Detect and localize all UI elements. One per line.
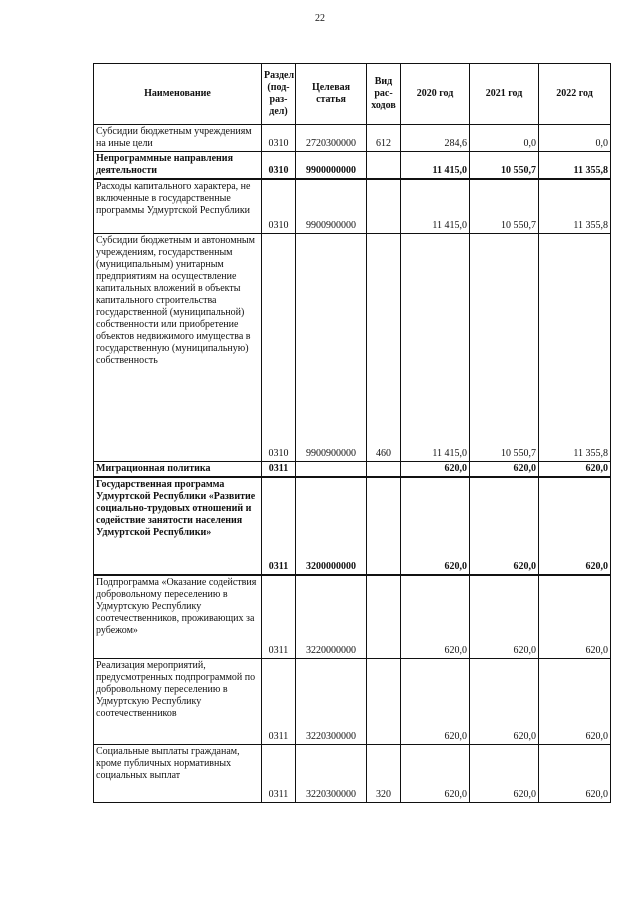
row-section: 0311 [262,461,296,477]
row-expense [367,477,401,575]
row-target [296,461,367,477]
header-2021: 2021 год [470,64,539,125]
row-2022: 0,0 [539,125,611,152]
header-2022: 2022 год [539,64,611,125]
row-target: 3220300000 [296,745,367,803]
row-section: 0310 [262,125,296,152]
row-2021: 10 550,7 [470,152,539,180]
row-expense [367,461,401,477]
row-name: Реализация мероприятий, предусмотренных подпрограммой по добровольному переселению в Удмуртскую Республику соотечественников [94,659,262,745]
row-expense [367,152,401,180]
table-row [94,233,611,461]
row-expense: 460 [367,233,401,461]
row-2022: 620,0 [539,575,611,659]
row-2020: 11 415,0 [401,152,470,180]
row-target: 3220000000 [296,575,367,659]
row-2022: 620,0 [539,659,611,745]
header-row [94,64,611,125]
header-expense: Вид рас-ходов [367,64,401,125]
row-2021: 0,0 [470,125,539,152]
table-row [94,575,611,659]
row-2020: 620,0 [401,745,470,803]
row-target: 9900900000 [296,233,367,461]
budget-table [93,63,611,803]
row-expense [367,575,401,659]
row-expense: 612 [367,125,401,152]
row-2022: 620,0 [539,477,611,575]
row-2022: 11 355,8 [539,152,611,180]
header-2020: 2020 год [401,64,470,125]
row-2022: 620,0 [539,461,611,477]
row-expense: 320 [367,745,401,803]
row-2020: 620,0 [401,477,470,575]
row-2022: 11 355,8 [539,179,611,233]
header-name: Наименование [94,64,262,125]
row-section: 0311 [262,745,296,803]
row-target: 2720300000 [296,125,367,152]
row-name: Социальные выплаты гражданам, кроме публичных нормативных социальных выплат [94,745,262,803]
header-target: Целевая статья [296,64,367,125]
row-2020: 11 415,0 [401,179,470,233]
row-section: 0310 [262,152,296,180]
row-section: 0311 [262,575,296,659]
row-2020: 620,0 [401,659,470,745]
row-name: Субсидии бюджетным учреждениям на иные цели [94,125,262,152]
row-section: 0310 [262,233,296,461]
row-2020: 620,0 [401,461,470,477]
row-2021: 10 550,7 [470,233,539,461]
table-row [94,477,611,575]
table-row [94,659,611,745]
row-target: 9900000000 [296,152,367,180]
row-2021: 620,0 [470,461,539,477]
header-section: Раздел (под-раз-дел) [262,64,296,125]
table-row [94,125,611,152]
table-row [94,461,611,477]
row-2022: 620,0 [539,745,611,803]
row-2021: 620,0 [470,659,539,745]
row-2020: 620,0 [401,575,470,659]
row-2020: 284,6 [401,125,470,152]
row-name: Субсидии бюджетным и автономным учреждениям, государственным (муниципальным) унитарным предприятиям на осуществление капитальных вложений в объекты капитального строительства государственной (муниципальной) собственности или приобретение объектов недвижимого имущества в государственную (муниципальную) собственность [94,233,262,461]
row-2021: 10 550,7 [470,179,539,233]
row-name: Непрограммные направления деятельности [94,152,262,180]
row-section: 0311 [262,659,296,745]
row-section: 0310 [262,179,296,233]
row-2021: 620,0 [470,477,539,575]
row-name: Подпрограмма «Оказание содействия добровольному переселению в Удмуртскую Республику соотечественников, проживающих за рубежом» [94,575,262,659]
row-2021: 620,0 [470,575,539,659]
row-target: 3220300000 [296,659,367,745]
row-name: Государственная программа Удмуртской Республики «Развитие социально-трудовых отношений и содействие занятости населения Удмуртской Республики» [94,477,262,575]
row-target: 3200000000 [296,477,367,575]
page-number: 22 [315,13,325,24]
row-expense [367,179,401,233]
row-section: 0311 [262,477,296,575]
table-row [94,745,611,803]
row-target: 9900900000 [296,179,367,233]
row-2022: 11 355,8 [539,233,611,461]
row-2021: 620,0 [470,745,539,803]
row-expense [367,659,401,745]
row-name: Миграционная политика [94,461,262,477]
row-2020: 11 415,0 [401,233,470,461]
table-row [94,179,611,233]
table-row [94,152,611,180]
row-name: Расходы капитального характера, не включенные в государственные программы Удмуртской Республики [94,179,262,233]
